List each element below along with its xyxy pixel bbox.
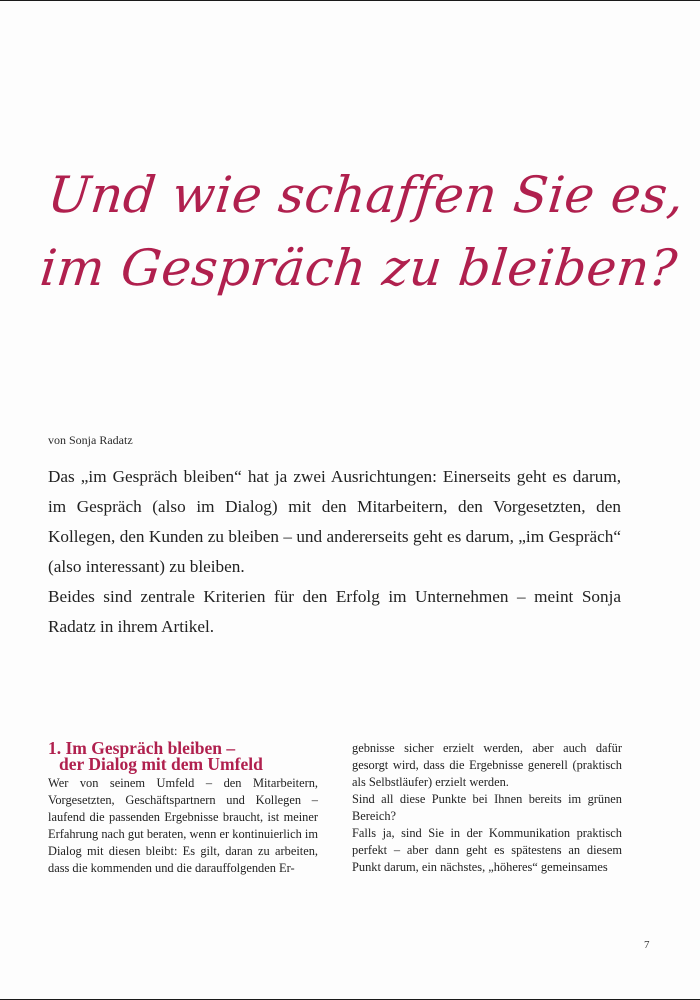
title-line-2: im Gespräch zu bleiben? (37, 239, 681, 297)
body-paragraph: Sind all diese Punkte bei Ihnen bereits im grünen Bereich? (352, 792, 622, 823)
right-column (352, 740, 622, 877)
section-heading (48, 740, 318, 772)
body-paragraph: gebnisse sicher erzielt werden, aber auch dafür gesorgt wird, dass die Ergebnisse generell (praktisch als Selbstläufer) erzielt werden. (352, 741, 622, 789)
body-columns (48, 740, 622, 877)
page-number: 7 (644, 939, 650, 951)
article-title (37, 159, 688, 305)
body-paragraph: Falls ja, sind Sie in der Kommunikation praktisch perfekt – aber dann geht es spätestens an diesem Punkt darum, ein nächstes, „höheres“ gemeinsames (352, 826, 622, 874)
title-line-1: Und wie schaffen Sie es, (45, 166, 688, 224)
section-heading-line-2: der Dialog mit dem Umfeld (59, 754, 263, 774)
left-column (48, 740, 318, 877)
intro-paragraph-2: Beides sind zentrale Kriterien für den Erfolg im Unternehmen – meint Sonja Radatz in ihrem Artikel. (48, 587, 621, 636)
intro-lead (48, 462, 621, 642)
body-paragraph: Wer von seinem Umfeld – den Mitarbeitern, Vorgesetzten, Geschäftspartnern und Kollegen – laufend die passenden Ergebnisse braucht, ist meiner Erfahrung nach gut beraten, wenn er kontinuierlich im Dialog mit diesen bleibt: Es gilt, daran zu arbeiten, dass die kommenden und die darauffolgenden Er- (48, 776, 318, 875)
intro-paragraph-1: Das „im Gespräch bleiben“ hat ja zwei Ausrichtungen: Einerseits geht es darum, im Gespräch (also im Dialog) mit den Mitarbeitern, den Vorgesetzten, den Kollegen, den Kunden zu bleiben – und andererseits geht es darum, „im Gespräch“ (also interessant) zu bleiben. (48, 467, 621, 576)
author-byline: von Sonja Radatz (48, 433, 133, 447)
section-heading-line-1: 1. Im Gespräch bleiben – (48, 738, 236, 758)
